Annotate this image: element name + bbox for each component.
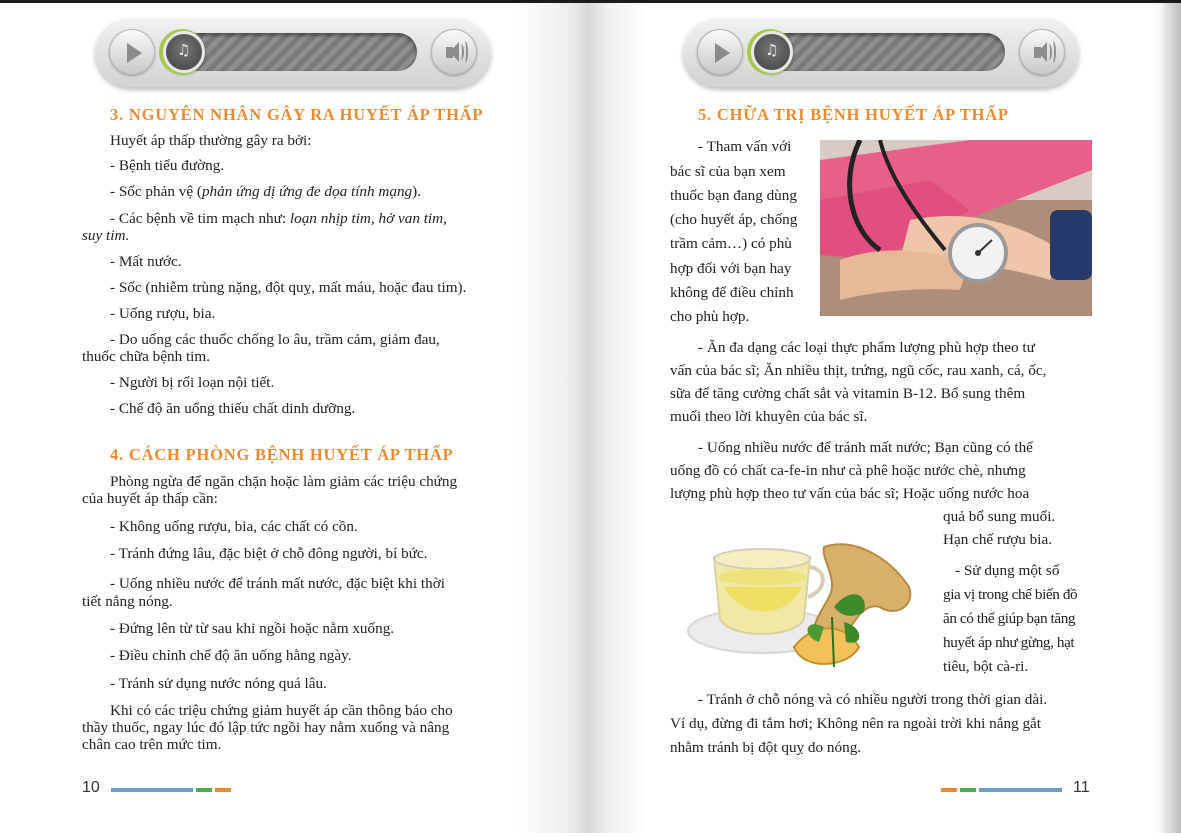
section5-para: bác sĩ của bạn xem bbox=[670, 163, 786, 180]
section5-para: gia vị trong chế biến đồ bbox=[943, 586, 1078, 603]
section4-closing-cont: chân cao trên mức tim. bbox=[82, 736, 222, 753]
section5-para: ăn có thể giúp bạn tăng bbox=[943, 610, 1076, 627]
section3-item: - Các bệnh về tim mạch như: loạn nhịp tim, hở van tim, bbox=[110, 210, 447, 227]
section5-para: - Tránh ở chỗ nóng và có nhiều người trong thời gian dài. bbox=[698, 691, 1048, 708]
section4-item: - Đứng lên từ từ sau khi ngồi hoặc nằm xuống. bbox=[110, 620, 395, 637]
section5-para: Ví dụ, đừng đi tắm hơi; Không nên ra ngoài trời khi nắng gắt bbox=[670, 715, 1042, 732]
section4-item-cont: tiết nắng nóng. bbox=[82, 593, 173, 610]
section5-heading: 5. CHỮA TRỊ BỆNH HUYẾT ÁP THẤP bbox=[698, 105, 1009, 124]
play-icon bbox=[127, 43, 142, 63]
section4-item: - Uống nhiều nước để tránh mất nước, đặc biệt khi thời bbox=[110, 575, 445, 592]
music-note-icon: ♫ bbox=[765, 41, 779, 59]
section5-para: - Uống nhiều nước để tránh mất nước; Bạn cũng có thể bbox=[698, 439, 1033, 456]
music-note-icon: ♫ bbox=[177, 41, 191, 59]
section5-para: hợp đối với bạn hay bbox=[670, 260, 792, 277]
audio-player-right bbox=[683, 17, 1079, 87]
section5-para: không để điều chỉnh bbox=[670, 284, 794, 301]
section3-item: - Sốc phản vệ (phản ứng dị ứng đe dọa tính mạng). bbox=[110, 183, 422, 200]
blood-pressure-photo bbox=[820, 140, 1092, 316]
section5-para: (cho huyết áp, chống bbox=[670, 211, 798, 228]
section5-para: uống đồ có chất ca-fe-in như cà phê hoặc nước chè, nhưng bbox=[670, 462, 1026, 479]
book-spread bbox=[0, 3, 1181, 836]
section3-item: - Mất nước. bbox=[110, 253, 182, 270]
section4-heading: 4. CÁCH PHÒNG BỆNH HUYẾT ÁP THẤP bbox=[110, 445, 454, 464]
section5-para: Hạn chế rượu bia. bbox=[943, 531, 1053, 548]
section5-para: vấn của bác sĩ; Ăn nhiều thịt, trứng, ngũ cốc, rau xanh, cá, ốc, bbox=[670, 362, 1047, 379]
footer-bar-blue bbox=[979, 788, 1062, 792]
section4-closing-cont: thầy thuốc, ngay lúc đó lập tức ngồi hay nằm xuống và nâng bbox=[82, 719, 450, 736]
footer-bar-orange bbox=[941, 788, 957, 792]
volume-button[interactable] bbox=[431, 29, 477, 75]
section4-closing: Khi có các triệu chứng giảm huyết áp cần thông báo cho bbox=[110, 702, 453, 719]
play-button[interactable] bbox=[697, 29, 743, 75]
page-number: 10 bbox=[82, 779, 100, 796]
section5-para: - Sử dụng một số bbox=[955, 562, 1060, 579]
section3-heading: 3. NGUYÊN NHÂN GÂY RA HUYẾT ÁP THẤP bbox=[110, 105, 484, 124]
footer-bar-orange bbox=[215, 788, 231, 792]
section4-item: - Tránh sử dụng nước nóng quá lâu. bbox=[110, 675, 327, 692]
ginger-tea-photo bbox=[684, 527, 918, 679]
footer-bar-green bbox=[960, 788, 976, 792]
footer-bar-green bbox=[196, 788, 212, 792]
section5-para: - Ăn đa dạng các loại thực phẩm lượng phù hợp theo tư bbox=[698, 339, 1035, 356]
section3-item-cont: suy tim. bbox=[82, 227, 130, 244]
section5-para: thuốc bạn đang dùng bbox=[670, 187, 797, 204]
section5-para: huyết áp như gừng, hạt bbox=[943, 634, 1075, 651]
section5-para: sữa để tăng cường chất sắt và vitamin B-12. Bổ sung thêm bbox=[670, 385, 1026, 402]
audio-progress-knob[interactable] bbox=[751, 31, 793, 73]
section5-para: - Tham vấn với bbox=[698, 138, 792, 155]
play-icon bbox=[715, 43, 730, 63]
left-page bbox=[0, 3, 588, 833]
section4-intro: Phòng ngừa để ngăn chặn hoặc làm giảm các triệu chứng bbox=[110, 473, 458, 490]
section3-item: - Người bị rối loạn nội tiết. bbox=[110, 374, 275, 391]
book-edge bbox=[1163, 3, 1181, 833]
section3-item: - Sốc (nhiễm trùng nặng, đột quỵ, mất máu, hoặc đau tim). bbox=[110, 279, 467, 296]
section4-item: - Tránh đứng lâu, đặc biệt ở chỗ đông người, bí bức. bbox=[110, 545, 428, 562]
section5-para: muối theo lời khuyên của bác sĩ. bbox=[670, 408, 868, 425]
footer-bar-blue bbox=[111, 788, 193, 792]
section3-item: - Bệnh tiểu đường. bbox=[110, 157, 225, 174]
section5-para: tiêu, bột cà-ri. bbox=[943, 658, 1029, 675]
section5-para: quả bổ sung muối. bbox=[943, 508, 1056, 525]
section3-item: - Do uống các thuốc chống lo âu, trầm cảm, giảm đau, bbox=[110, 331, 440, 348]
volume-button[interactable] bbox=[1019, 29, 1065, 75]
section5-para: nhằm tránh bị đột quỵ do nóng. bbox=[670, 739, 862, 756]
audio-progress-knob[interactable] bbox=[163, 31, 205, 73]
section4-intro-cont: của huyết áp thấp cần: bbox=[82, 490, 218, 507]
section4-item: - Không uống rượu, bia, các chất có cồn. bbox=[110, 518, 358, 535]
section3-item: - Chế độ ăn uống thiếu chất dinh dưỡng. bbox=[110, 400, 356, 417]
section3-intro: Huyết áp thấp thường gây ra bởi: bbox=[110, 132, 312, 149]
section5-para: trầm cảm…) có phù bbox=[670, 235, 792, 252]
play-button[interactable] bbox=[109, 29, 155, 75]
section4-item: - Điều chỉnh chế độ ăn uống hằng ngày. bbox=[110, 647, 352, 664]
section3-item: - Uống rượu, bia. bbox=[110, 305, 216, 322]
section3-item-cont: thuốc chữa bệnh tim. bbox=[82, 348, 211, 365]
page-number: 11 bbox=[1073, 779, 1090, 796]
section5-para: cho phù hợp. bbox=[670, 308, 750, 325]
section5-para: lượng phù hợp theo tư vấn của bác sĩ; Hoặc uống nước hoa bbox=[670, 485, 1030, 502]
audio-player-left bbox=[95, 17, 491, 87]
